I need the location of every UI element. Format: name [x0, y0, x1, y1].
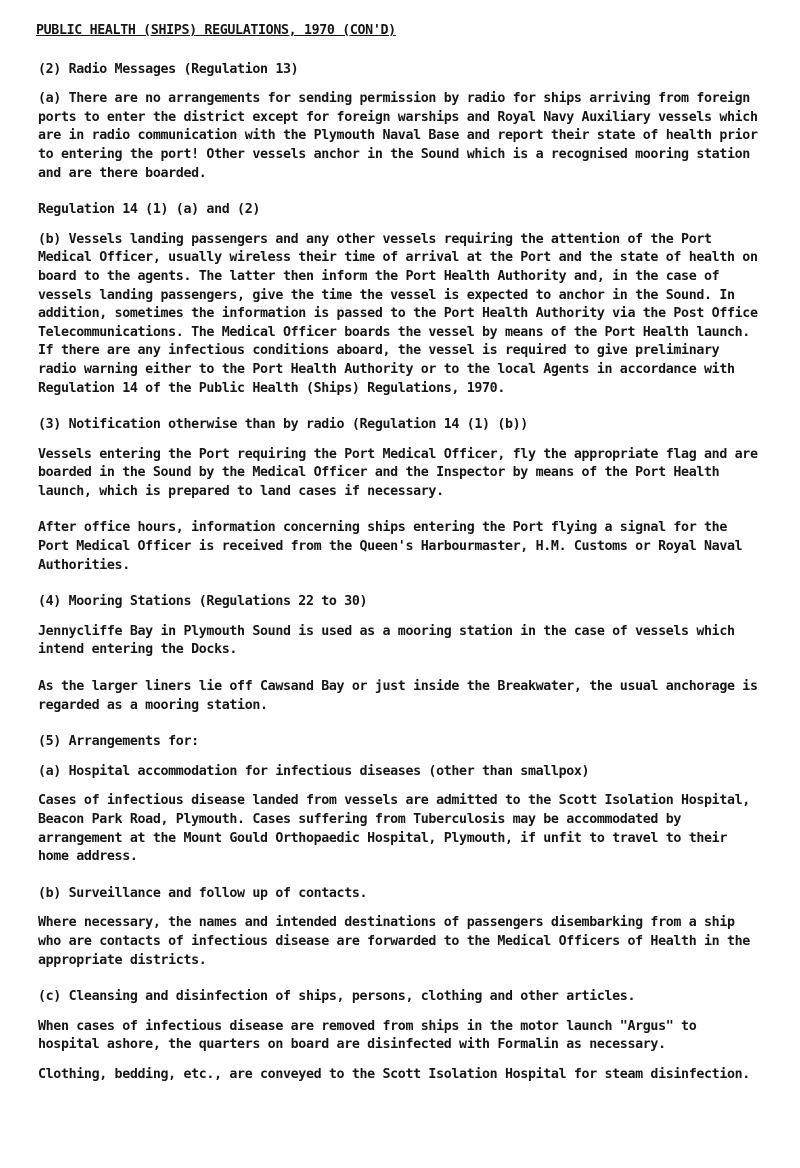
paragraph-hospital-accommodation: Cases of infectious disease landed from vessels are admitted to the Scott Isolation Hospital, Beacon Park Road, Plymouth. Cases suffering from Tuberculosis may be accommodated by arrangement at the Mount Gould Orthopaedic Hospital, Plymouth, if unfit to travel to their home address.: [38, 793, 750, 865]
paragraph-notification-2: After office hours, information concerning ships entering the Port flying a signal for the Port Medical Officer is received from the Queen's Harbourmaster, H.M. Customs or Royal Naval Authorities.: [38, 520, 743, 573]
section-heading-arrangements: (5) Arrangements for:: [38, 734, 199, 750]
paragraph-mooring-2: As the larger liners lie off Cawsand Bay or just inside the Breakwater, the usual anchorage is regarded as a mooring station.: [38, 679, 758, 713]
paragraph-regulation-14-b: (b) Vessels landing passengers and any other vessels requiring the attention of the Port Medical Officer, usually wireless their time of arrival at the Port and the state of health on board to the agents. The latter then inform the Port Health Authority and, in the case of vessels landing passengers, give the time the vessel is expected to anchor in the Sound. In addition, sometimes the information is passed to the Port Health Authority via the Post Office Telecommunications. The Medical Officer boards the vessel by means of the Port Health launch. If there are any infectious conditions aboard, the vessel is required to give preliminary radio warning either to the Port Health Authority or to the local Agents in accordance with Regulation 14 of the Public Health (Ships) Regulations, 1970.: [38, 231, 758, 396]
paragraph-mooring-1: Jennycliffe Bay in Plymouth Sound is used as a mooring station in the case of vessels which intend entering the Docks.: [38, 623, 735, 658]
subheading-surveillance: (b) Surveillance and follow up of contacts.: [38, 885, 368, 901]
paragraph-cleansing-2: Clothing, bedding, etc., are conveyed to the Scott Isolation Hospital for steam disinfection.: [38, 1066, 750, 1082]
paragraph-cleansing-1: When cases of infectious disease are removed from ships in the motor launch "Argus" to hospital ashore, the quarters on board are disinfected with Formalin as necessary.: [38, 1018, 697, 1053]
subheading-hospital-accommodation: (a) Hospital accommodation for infectious diseases (other than smallpox): [38, 763, 590, 779]
paragraph-surveillance: Where necessary, the names and intended destinations of passengers disembarking from a ship who are contacts of infectious disease are forwarded to the Medical Officers of Health in the appropriate districts.: [38, 915, 750, 968]
section-heading-radio-messages: (2) Radio Messages (Regulation 13): [38, 61, 299, 77]
paragraph-radio-a: (a) There are no arrangements for sending permission by radio for ships arriving from foreign ports to enter the district except for foreign warships and Royal Navy Auxiliary vessels which are in radio communication with the Plymouth Naval Base and report their state of health prior to entering the port! Other vessels anchor in the Sound which is a recognised mooring station and are there boarded.: [38, 91, 758, 181]
paragraph-notification-1: Vessels entering the Port requiring the Port Medical Officer, fly the appropriate flag and are boarded in the Sound by the Medical Officer and the Inspector by means of the Port Health launch, which is prepared to land cases if necessary.: [38, 446, 758, 499]
section-heading-regulation-14: Regulation 14 (1) (a) and (2): [38, 202, 261, 218]
subheading-cleansing: (c) Cleansing and disinfection of ships, persons, clothing and other articles.: [38, 989, 636, 1005]
section-heading-notification: (3) Notification otherwise than by radio (Regulation 14 (1) (b)): [38, 417, 528, 433]
section-heading-mooring-stations: (4) Mooring Stations (Regulations 22 to 30): [38, 594, 368, 610]
running-head: PUBLIC HEALTH (SHIPS) REGULATIONS, 1970 (CON'D): [36, 23, 396, 38]
